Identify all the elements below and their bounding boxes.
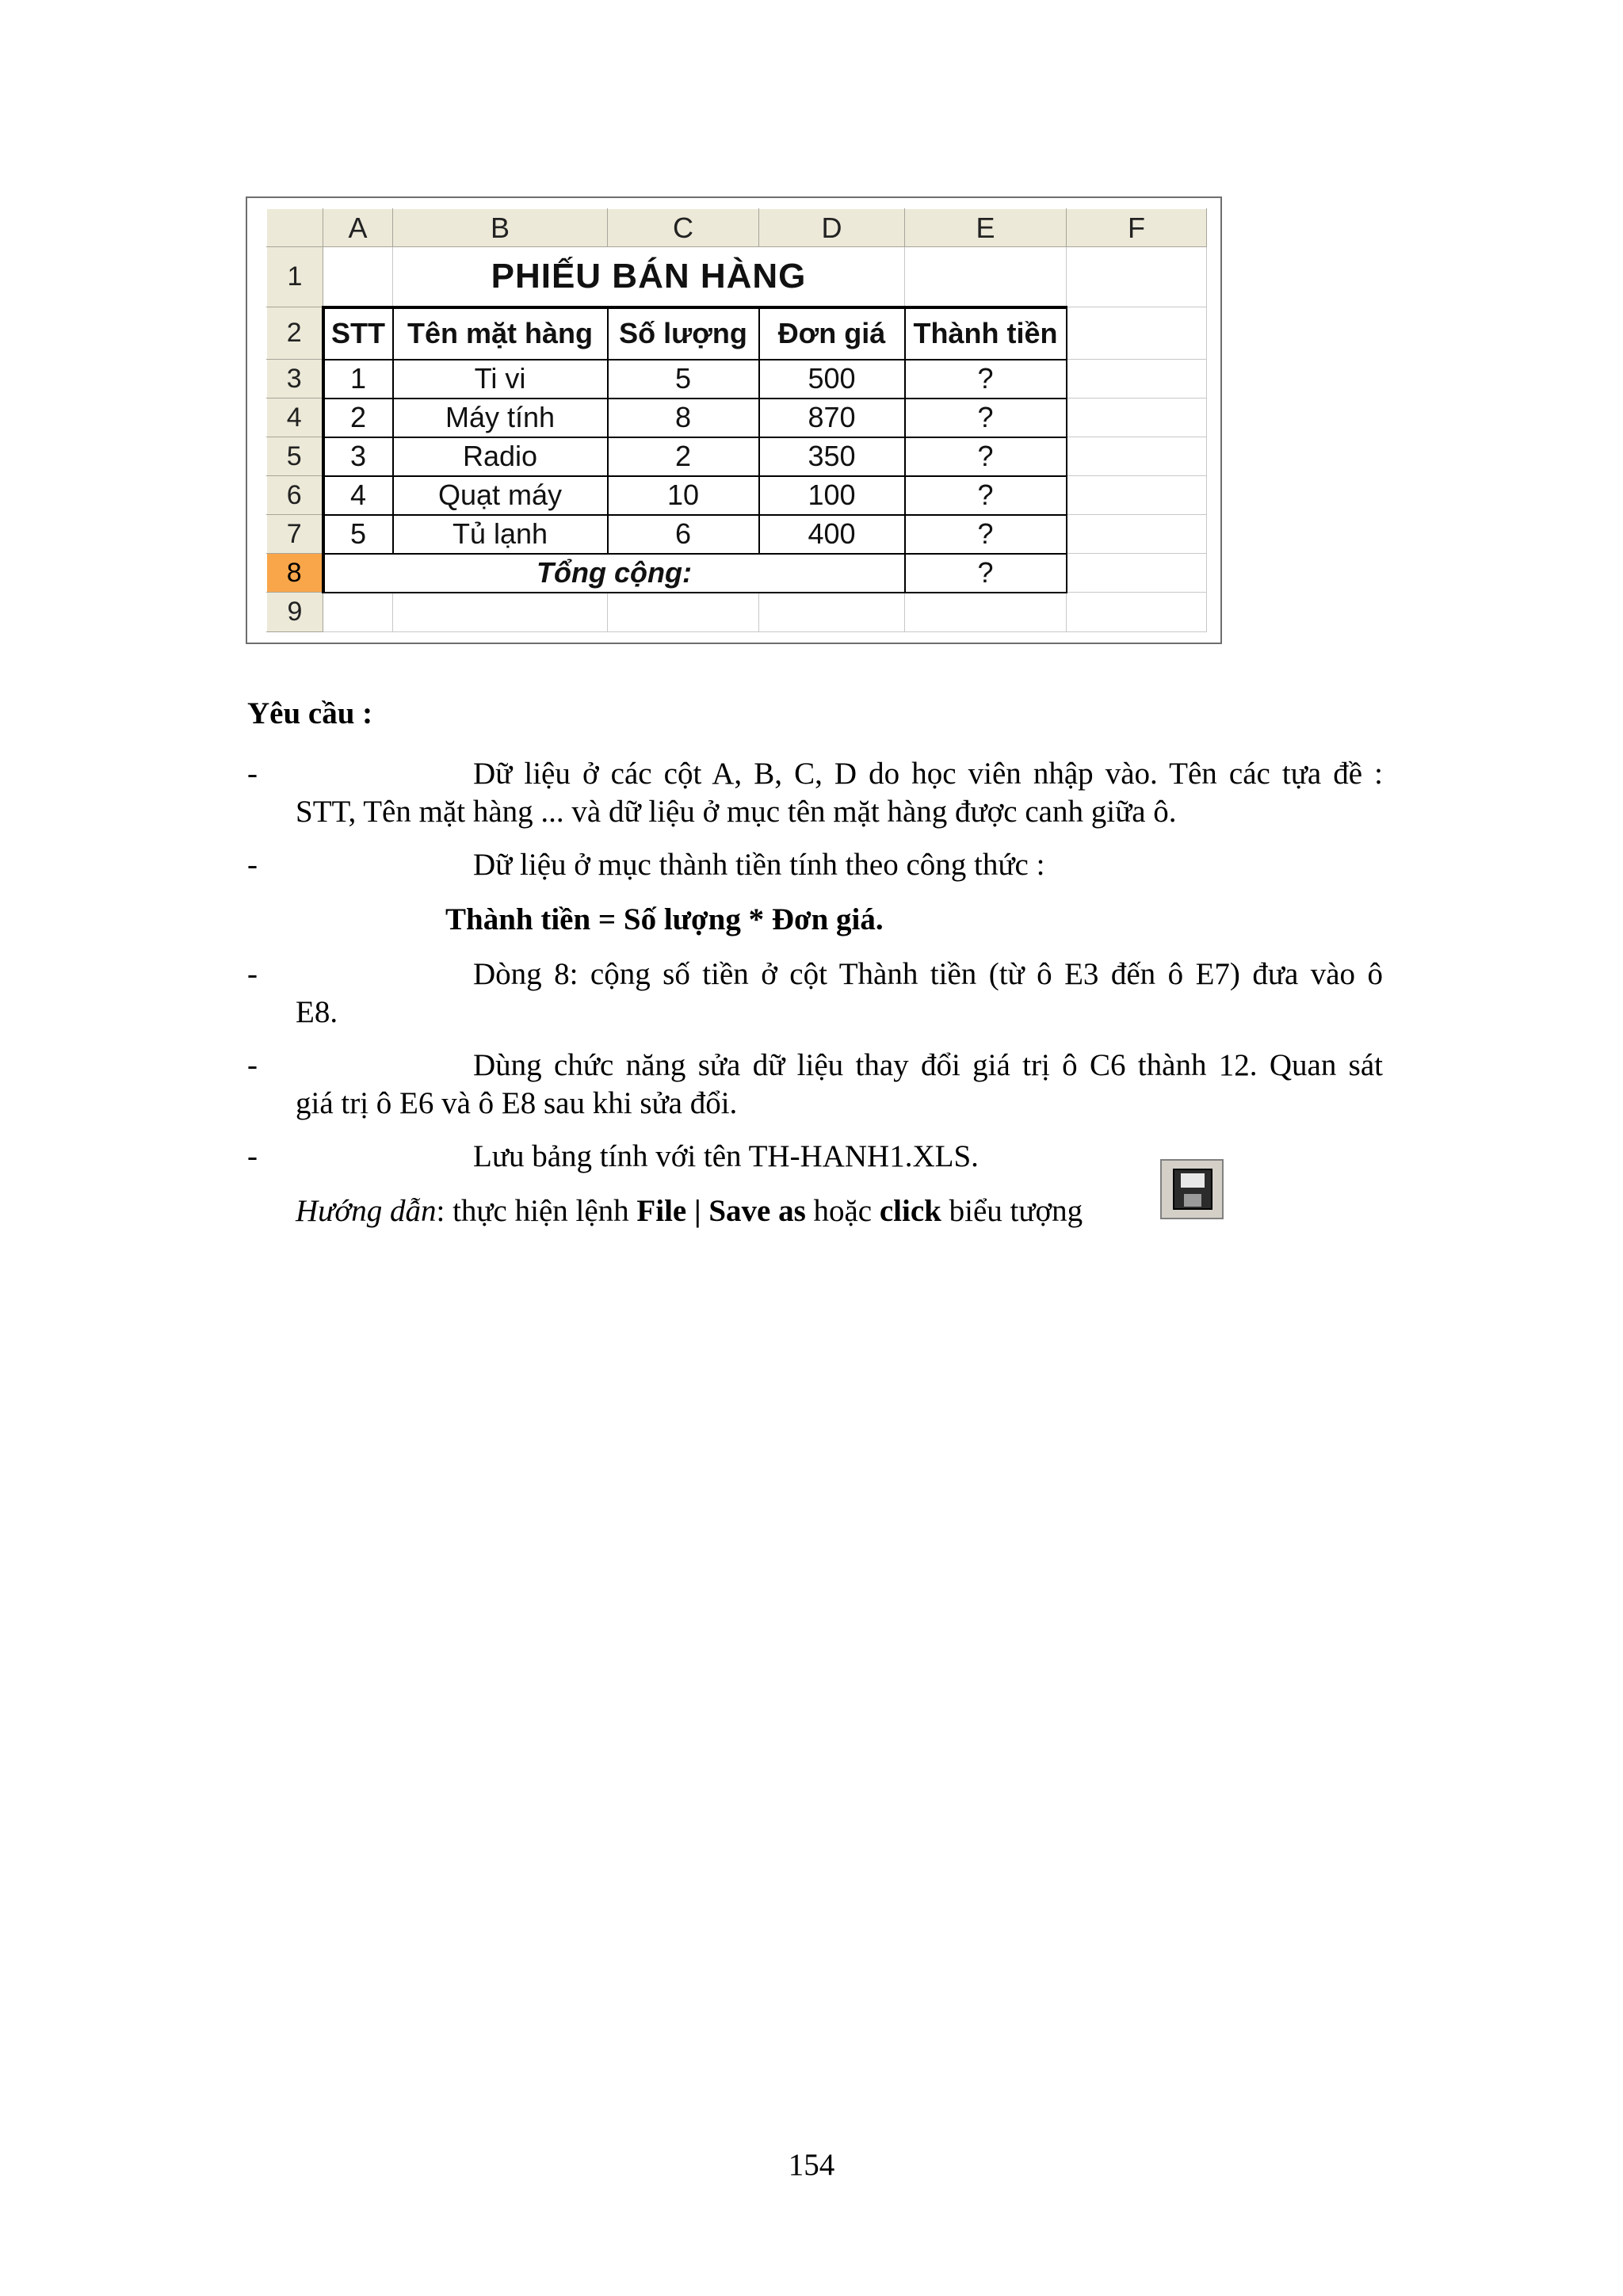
cell[interactable]: 500 (759, 360, 905, 399)
column-header[interactable]: B (393, 209, 608, 247)
save-floppy-icon (1160, 1159, 1224, 1219)
column-header-row (267, 209, 1207, 247)
formula-text: Thành tiền = Số lượng * Đơn giá. (445, 902, 884, 936)
cell[interactable]: ? (905, 399, 1067, 437)
column-header[interactable]: E (905, 209, 1067, 247)
table-row (267, 476, 1207, 515)
header-cell[interactable]: Số lượng (608, 307, 759, 360)
column-header[interactable]: C (608, 209, 759, 247)
row-header[interactable]: 9 (267, 593, 323, 632)
table-row (267, 399, 1207, 437)
cell[interactable] (1067, 437, 1207, 476)
cell[interactable] (1067, 360, 1207, 399)
cell[interactable]: ? (905, 476, 1067, 515)
bullet-dash: - (247, 757, 258, 791)
cell[interactable]: 1 (323, 360, 393, 399)
total-row (267, 554, 1207, 593)
cell[interactable] (1067, 476, 1207, 515)
bullet-dash: - (247, 1139, 258, 1173)
row-header[interactable]: 6 (267, 476, 323, 515)
bullet-dash: - (247, 848, 258, 882)
row-header[interactable]: 3 (267, 360, 323, 399)
cell[interactable]: 350 (759, 437, 905, 476)
sheet-title-cell[interactable]: PHIẾU BÁN HÀNG (393, 247, 905, 307)
guide-text: hoặc (805, 1194, 880, 1228)
cell[interactable] (393, 593, 608, 632)
column-header[interactable]: D (759, 209, 905, 247)
row-header[interactable]: 7 (267, 515, 323, 554)
cell[interactable]: 10 (608, 476, 759, 515)
cell[interactable] (608, 593, 759, 632)
cell[interactable]: Radio (393, 437, 608, 476)
cell[interactable]: 5 (608, 360, 759, 399)
column-header[interactable]: A (323, 209, 393, 247)
total-value-cell[interactable]: ? (905, 554, 1067, 593)
table-row (267, 515, 1207, 554)
header-cell[interactable]: STT (323, 307, 393, 360)
header-cell[interactable]: Thành tiền (905, 307, 1067, 360)
row-header[interactable]: 1 (267, 247, 323, 307)
header-cell[interactable]: Đơn giá (759, 307, 905, 360)
cell[interactable] (759, 593, 905, 632)
cell[interactable] (323, 593, 393, 632)
cell[interactable]: Quạt máy (393, 476, 608, 515)
cell[interactable]: 6 (608, 515, 759, 554)
guide-text: biểu tượng (941, 1194, 1083, 1228)
cell[interactable]: 5 (323, 515, 393, 554)
cell[interactable]: Tủ lạnh (393, 515, 608, 554)
header-cell[interactable]: Tên mặt hàng (393, 307, 608, 360)
cell[interactable]: ? (905, 515, 1067, 554)
cell[interactable]: Máy tính (393, 399, 608, 437)
cell[interactable]: 3 (323, 437, 393, 476)
guide-label: Hướng dẫn (296, 1194, 437, 1228)
click-word: click (879, 1194, 941, 1228)
cell[interactable]: 870 (759, 399, 905, 437)
requirement-text: E8. (296, 995, 338, 1029)
row-header[interactable]: 4 (267, 399, 323, 437)
cell[interactable]: 2 (608, 437, 759, 476)
cell[interactable]: 400 (759, 515, 905, 554)
table-row (267, 360, 1207, 399)
cell[interactable] (905, 593, 1067, 632)
cell[interactable] (1067, 307, 1207, 360)
bullet-dash: - (247, 1048, 258, 1082)
cell[interactable]: ? (905, 437, 1067, 476)
requirement-text: Dòng 8: cộng số tiền ở cột Thành tiền (từ ô E3 đến ô E7) đưa vào ô (473, 957, 1383, 991)
cell[interactable]: 2 (323, 399, 393, 437)
cell[interactable] (1067, 554, 1207, 593)
spreadsheet-grid (266, 208, 1207, 632)
page-number: 154 (788, 2148, 835, 2182)
cell[interactable]: ? (905, 360, 1067, 399)
sheet-row (267, 593, 1207, 632)
row-header[interactable]: 2 (267, 307, 323, 360)
cell[interactable] (905, 247, 1067, 307)
cell[interactable] (1067, 399, 1207, 437)
spreadsheet-screenshot (246, 196, 1222, 644)
guide-text: : thực hiện lệnh (436, 1194, 637, 1228)
bullet-dash: - (247, 957, 258, 991)
column-header[interactable]: F (1067, 209, 1207, 247)
select-all-corner[interactable] (267, 209, 323, 247)
requirement-text: Dùng chức năng sửa dữ liệu thay đổi giá trị ô C6 thành 12. Quan sát (473, 1048, 1383, 1082)
requirement-text: Lưu bảng tính với tên TH-HANH1.XLS. (473, 1139, 979, 1173)
cell[interactable] (1067, 247, 1207, 307)
table-row (267, 437, 1207, 476)
cell[interactable] (1067, 593, 1207, 632)
cell[interactable]: 8 (608, 399, 759, 437)
requirement-text: Dữ liệu ở mục thành tiền tính theo công thức : (473, 848, 1045, 882)
menu-path: File | Save as (636, 1194, 806, 1228)
guide-line (296, 1192, 1083, 1230)
requirement-text: Dữ liệu ở các cột A, B, C, D do học viên nhập vào. Tên các tựa đề : (473, 757, 1383, 791)
cell[interactable]: 4 (323, 476, 393, 515)
requirement-text: STT, Tên mặt hàng ... và dữ liệu ở mục tên mặt hàng được canh giữa ô. (296, 795, 1177, 829)
requirement-text: giá trị ô E6 và ô E8 sau khi sửa đổi. (296, 1086, 738, 1120)
sheet-row (267, 307, 1207, 360)
row-header[interactable]: 5 (267, 437, 323, 476)
sheet-row (267, 247, 1207, 307)
cell[interactable] (1067, 515, 1207, 554)
row-header-selected[interactable]: 8 (267, 554, 323, 593)
cell[interactable]: 100 (759, 476, 905, 515)
cell[interactable]: Ti vi (393, 360, 608, 399)
requirements-heading: Yêu cầu : (247, 696, 373, 730)
total-label-cell[interactable]: Tổng cộng: (323, 554, 905, 593)
cell[interactable] (323, 247, 393, 307)
